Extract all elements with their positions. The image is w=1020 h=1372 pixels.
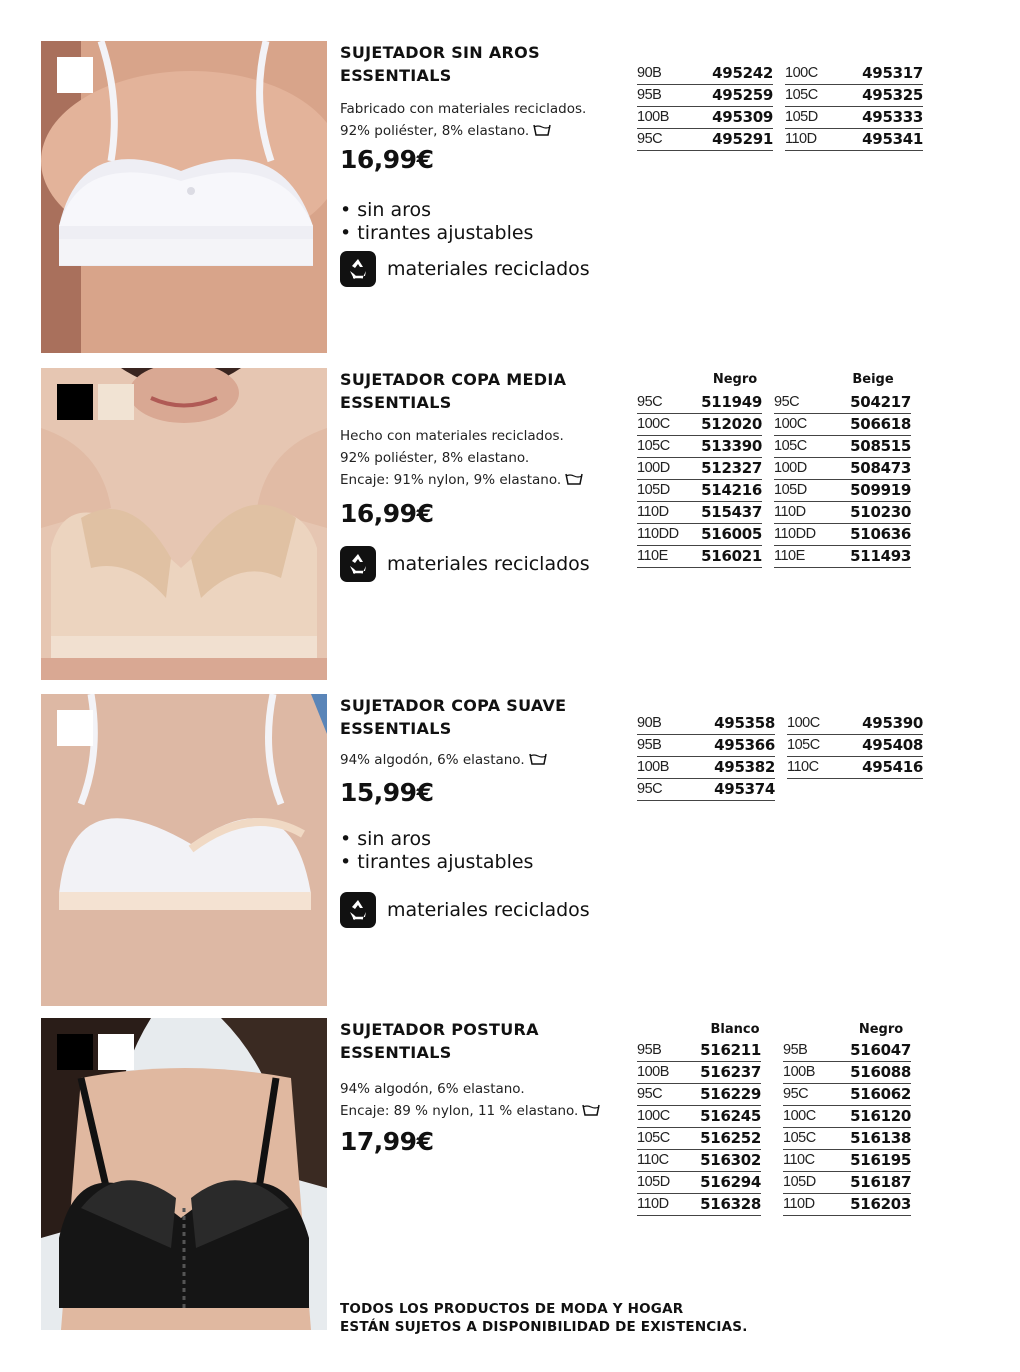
price: 15,99€: [340, 778, 434, 807]
wash-icon: [533, 124, 551, 136]
size-cell: 110D: [637, 502, 687, 524]
size-cell: 95B: [637, 735, 687, 757]
size-cell: 105D: [785, 107, 835, 129]
feature-item: • tirantes ajustables: [340, 851, 533, 874]
size-cell: 105D: [637, 480, 687, 502]
size-cell: 105D: [774, 480, 829, 502]
recycled-badge: [340, 892, 590, 928]
size-cell: 105C: [637, 436, 687, 458]
size-cell: 100C: [637, 1106, 687, 1128]
column-header-negro: Negro: [858, 1022, 904, 1037]
product-title: SUJETADOR POSTURA ESSENTIALS: [340, 1020, 539, 1062]
size-code-table: [637, 1040, 911, 1216]
code-cell: 514216: [687, 480, 762, 502]
size-cell: 100C: [785, 63, 835, 85]
code-cell: 506618: [829, 414, 911, 436]
recycle-icon: [340, 892, 376, 928]
table-row: [637, 414, 911, 436]
size-cell: 105C: [785, 85, 835, 107]
code-cell: 509919: [829, 480, 911, 502]
size-cell: 100B: [637, 107, 687, 129]
code-cell: 513390: [687, 436, 762, 458]
code-cell: 495374: [687, 779, 775, 801]
code-cell: 516203: [838, 1194, 911, 1216]
table-row: [637, 757, 923, 779]
table-row: [637, 436, 911, 458]
product-photo[interactable]: [41, 41, 327, 353]
size-cell: 100C: [637, 414, 687, 436]
size-cell: 100D: [637, 458, 687, 480]
size-code-table: [637, 392, 911, 568]
size-cell: 100C: [783, 1106, 838, 1128]
code-cell: 510636: [829, 524, 911, 546]
code-cell: 495382: [687, 757, 775, 779]
feature-list: [340, 199, 533, 245]
code-cell: 504217: [829, 392, 911, 414]
size-rows: [637, 1040, 911, 1216]
column-header-blanco: Blanco: [710, 1022, 760, 1037]
code-cell: 495242: [687, 63, 773, 85]
code-cell: 495259: [687, 85, 773, 107]
code-cell: 516005: [687, 524, 762, 546]
product-description: 94% algodón, 6% elastano.: [340, 749, 625, 771]
color-swatch-black[interactable]: [57, 384, 93, 420]
size-cell: 95C: [637, 392, 687, 414]
table-row: [637, 480, 911, 502]
product-photo[interactable]: [41, 1018, 327, 1330]
table-row: [637, 713, 923, 735]
feature-item: • sin aros: [340, 828, 533, 851]
code-cell: 516062: [838, 1084, 911, 1106]
table-row: [637, 1040, 911, 1062]
code-cell: 516237: [687, 1062, 761, 1084]
product-title: SUJETADOR COPA SUAVE ESSENTIALS: [340, 696, 567, 738]
code-cell: 516138: [838, 1128, 911, 1150]
size-cell: 110E: [774, 546, 829, 568]
code-cell: 495291: [687, 129, 773, 151]
table-row: [637, 107, 923, 129]
price: 16,99€: [340, 499, 434, 528]
size-cell: 95C: [637, 129, 687, 151]
product-sujetador-postura: [0, 1018, 1020, 1330]
code-cell: 516252: [687, 1128, 761, 1150]
product-photo[interactable]: [41, 694, 327, 1006]
code-cell: 508515: [829, 436, 911, 458]
size-cell: 90B: [637, 713, 687, 735]
price: 17,99€: [340, 1127, 434, 1156]
size-cell: 100B: [637, 1062, 687, 1084]
size-rows: [637, 713, 923, 801]
table-row: [637, 1194, 911, 1216]
color-swatch-white[interactable]: [98, 1034, 134, 1070]
size-cell: 110DD: [637, 524, 687, 546]
code-cell: 495408: [837, 735, 923, 757]
table-row: [637, 129, 923, 151]
size-cell: 110C: [787, 757, 837, 779]
size-cell: 100C: [787, 713, 837, 735]
size-cell: 105C: [637, 1128, 687, 1150]
code-cell: 516088: [838, 1062, 911, 1084]
size-cell: 110D: [637, 1194, 687, 1216]
code-cell: 516229: [687, 1084, 761, 1106]
color-swatch-white[interactable]: [57, 57, 93, 93]
size-cell: 95C: [774, 392, 829, 414]
table-row: [637, 524, 911, 546]
code-cell: 495366: [687, 735, 775, 757]
feature-item: • tirantes ajustables: [340, 222, 533, 245]
table-row: [637, 1128, 911, 1150]
code-cell: 495333: [835, 107, 923, 129]
size-cell: 110C: [783, 1150, 838, 1172]
table-row: [637, 735, 923, 757]
recycle-icon: [340, 251, 376, 287]
table-row: [637, 502, 911, 524]
code-cell: 495390: [837, 713, 923, 735]
recycled-label: materiales reciclados: [387, 899, 590, 921]
code-cell: 495309: [687, 107, 773, 129]
color-swatch-black[interactable]: [57, 1034, 93, 1070]
code-cell: 516021: [687, 546, 762, 568]
size-code-table: [637, 713, 923, 801]
feature-list: [340, 828, 533, 874]
wash-icon: [565, 473, 583, 485]
size-cell: 105C: [787, 735, 837, 757]
code-cell: 495341: [835, 129, 923, 151]
code-cell: 516047: [838, 1040, 911, 1062]
size-cell: 95C: [637, 779, 687, 801]
feature-item: • sin aros: [340, 199, 533, 222]
product-title: SUJETADOR COPA MEDIA ESSENTIALS: [340, 370, 567, 412]
size-cell: 100B: [783, 1062, 838, 1084]
recycled-label: materiales reciclados: [387, 553, 590, 575]
size-cell: 110D: [785, 129, 835, 151]
code-cell: 511493: [829, 546, 911, 568]
code-cell: 512327: [687, 458, 762, 480]
recycled-badge: [340, 251, 590, 287]
code-cell: 512020: [687, 414, 762, 436]
code-cell: 516120: [838, 1106, 911, 1128]
size-cell: 110D: [774, 502, 829, 524]
size-cell: 105D: [637, 1172, 687, 1194]
product-photo[interactable]: [41, 368, 327, 680]
code-cell: 516187: [838, 1172, 911, 1194]
size-cell: 110DD: [774, 524, 829, 546]
recycled-badge: [340, 546, 590, 582]
color-swatch-white[interactable]: [57, 710, 93, 746]
size-cell: 90B: [637, 63, 687, 85]
table-row: [637, 1150, 911, 1172]
table-row: [637, 458, 911, 480]
size-rows: [637, 63, 923, 151]
code-cell: 516195: [838, 1150, 911, 1172]
wash-icon: [529, 753, 547, 765]
table-row: [637, 1106, 911, 1128]
size-code-table: [637, 63, 923, 151]
table-row: [637, 392, 911, 414]
size-cell: 100B: [637, 757, 687, 779]
code-cell: 516294: [687, 1172, 761, 1194]
table-row: [637, 1084, 911, 1106]
product-description: Fabricado con materiales reciclados. 92% poliéster, 8% elastano.: [340, 101, 587, 139]
product-title: SUJETADOR SIN AROS ESSENTIALS: [340, 43, 540, 85]
code-cell: 516328: [687, 1194, 761, 1216]
size-cell: 110C: [637, 1150, 687, 1172]
size-cell: 105D: [783, 1172, 838, 1194]
wash-icon: [582, 1104, 600, 1116]
product-sujetador-copa-suave: [0, 694, 1020, 1006]
product-sujetador-copa-media: [0, 368, 1020, 680]
code-cell: 516211: [687, 1040, 761, 1062]
code-cell: 495325: [835, 85, 923, 107]
column-header-negro: Negro: [712, 372, 758, 387]
color-swatch-beige[interactable]: [98, 384, 134, 420]
code-cell: 508473: [829, 458, 911, 480]
size-cell: 100D: [774, 458, 829, 480]
code-cell: 511949: [687, 392, 762, 414]
size-cell: 95B: [637, 85, 687, 107]
product-description: 94% algodón, 6% elastano. Encaje: 89 % nylon, 11 % elastano.: [340, 1078, 625, 1122]
size-cell: 105C: [783, 1128, 838, 1150]
recycled-label: materiales reciclados: [387, 258, 590, 280]
table-row: [637, 1172, 911, 1194]
size-cell: 95C: [637, 1084, 687, 1106]
price: 16,99€: [340, 145, 434, 174]
table-row: [637, 1062, 911, 1084]
table-row: [637, 546, 911, 568]
size-cell: 100C: [774, 414, 829, 436]
code-cell: 495358: [687, 713, 775, 735]
product-description: Hecho con materiales reciclados. 92% poliéster, 8% elastano. Encaje: 91% nylon, 9% elastano.: [340, 425, 625, 491]
table-row: [637, 85, 923, 107]
code-cell: 495317: [835, 63, 923, 85]
size-rows: [637, 392, 911, 568]
code-cell: 516245: [687, 1106, 761, 1128]
recycle-icon: [340, 546, 376, 582]
size-cell: 110E: [637, 546, 687, 568]
size-cell: 95C: [783, 1084, 838, 1106]
product-sujetador-sin-aros: [0, 41, 1020, 353]
size-cell: 105C: [774, 436, 829, 458]
code-cell: 516302: [687, 1150, 761, 1172]
size-cell: 110D: [783, 1194, 838, 1216]
size-cell: 95B: [783, 1040, 838, 1062]
availability-disclaimer: TODOS LOS PRODUCTOS DE MODA Y HOGAR ESTÁN SUJETOS A DISPONIBILIDAD DE EXISTENCIAS.: [340, 1301, 748, 1335]
code-cell: 495416: [837, 757, 923, 779]
table-row: [637, 63, 923, 85]
size-cell: 95B: [637, 1040, 687, 1062]
column-header-beige: Beige: [852, 372, 894, 387]
code-cell: 515437: [687, 502, 762, 524]
code-cell: 510230: [829, 502, 911, 524]
table-row: [637, 779, 923, 801]
